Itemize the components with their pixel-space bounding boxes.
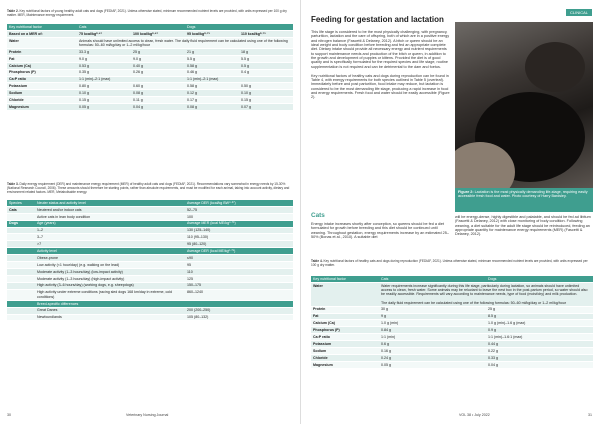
table-cell: 860–1240: [185, 289, 293, 300]
table-cell: 0.16 g: [379, 348, 486, 355]
table-cell: Animals should have unlimited access to clean, fresh water. The daily fluid requirement can be calculated using one of the following formulas: 50–60 ml/kg/day or 1–2 ml/kg/hour: [77, 37, 293, 48]
table-cell: 75 kcal/kg⁰·⁶⁷: [77, 30, 131, 37]
header-cell: Dogs: [7, 220, 35, 227]
water-row: [7, 37, 293, 48]
table-cell: 0.15 g: [239, 97, 293, 104]
header-cell: Activity level: [35, 248, 185, 255]
header-cell: Average MER (kcal ME/kg⁰·⁷⁵): [185, 220, 293, 227]
table-cell: 0.04 g: [486, 361, 593, 368]
table-cell: Potassium: [7, 83, 77, 90]
table-cell: 0.46 g: [185, 69, 239, 76]
table-cell: Newfoundlands: [35, 314, 185, 321]
table-cell: 0.58 g: [185, 83, 239, 90]
table-cell: Active cats in lean body condition: [35, 213, 185, 220]
table-cell: 0.15 g: [77, 97, 131, 104]
table-cell: 0.05 g: [379, 361, 486, 368]
table4-caption: Table 4. Key nutritional factors of healthy cats and dogs during reproduction (FEDIAF, 2021). Unless otherwise stated, minimum recommended nutrient levels are provided, with units expressed per 100 g dry matter.: [311, 259, 588, 268]
table-row: [7, 227, 293, 234]
table-cell: Cats: [7, 206, 35, 213]
table-cell: 8.5 g: [486, 313, 593, 320]
table-row: [7, 90, 293, 97]
table-cell: 0.10 g: [77, 90, 131, 97]
header-cell: Average DER (kcal/kg BW⁰·⁶⁷): [185, 200, 293, 206]
table-cell: 5.5 g: [185, 55, 239, 62]
table-row: [311, 341, 593, 348]
table-row: [7, 69, 293, 76]
table-cell: Sodium: [311, 348, 379, 355]
table-cell: Calcium (Ca): [311, 320, 379, 327]
table-cell: 95: [185, 262, 293, 269]
table-row: [7, 268, 293, 275]
table-row: [7, 255, 293, 262]
table-cell: 110 (95–130): [185, 234, 293, 241]
table-cell: [7, 213, 35, 220]
table-row: [7, 55, 293, 62]
table-cell: 52–75: [185, 206, 293, 213]
table-row: [311, 306, 593, 313]
nursing-dog-photo: [455, 22, 593, 188]
table-cell: 25 g: [131, 48, 185, 55]
table-cell: Water: [311, 282, 379, 306]
table-cell: 0.05 g: [77, 104, 131, 111]
table-cell: 0.44 g: [486, 341, 593, 348]
table-row: [311, 334, 593, 341]
table-cell: 1:1 (min)–2:1 (max): [185, 76, 293, 83]
table-cell: 30 g: [379, 306, 486, 313]
page-number-left: 30: [7, 413, 11, 417]
table-row: [7, 62, 293, 69]
figure-2-caption: Figure 2: Lactation is the most physically demanding life-stage, requiring easily accessible fresh food and water. Photo courtesy of Harry Bardsley.: [455, 188, 593, 212]
table-cell: 1:1 (min)–2:1 (max): [77, 76, 185, 83]
table-cell: 0.60 g: [131, 83, 185, 90]
table-cell: Protein: [7, 48, 77, 55]
clinical-tag: CLINICAL: [566, 9, 592, 16]
table-row: [7, 241, 293, 248]
table-cell: 3–7: [35, 234, 185, 241]
dogs-header-row: [7, 220, 293, 227]
table-cell: 0.17 g: [185, 97, 239, 104]
table-row: [7, 97, 293, 104]
page-number-right: 31: [588, 413, 592, 417]
table-cell: High activity (3–6 hours/day) (working dogs, e.g. sheepdogs): [35, 282, 185, 289]
table3-caption: Table 3. Daily energy requirement (DER) and maintenance energy requirement (MER) of healthy adult cats and dogs (FEDIAF, 2021). Recommendations vary somewhat in energy needs by 15-30% (National Research Council, 2006). These amounts should therefore be starting points, rather than absolute requirements, and must be modified for each animal, taking into account activity, dietary and environment related factors. MER, Metabolisable energy.: [7, 182, 290, 195]
table4: [311, 276, 593, 369]
table-cell: 9.0 g: [77, 55, 131, 62]
table-cell: High activity under extreme conditions (racing sled dogs 168 km/day in extreme, cold conditions): [35, 289, 185, 300]
table-cell: Ca:P ratio: [311, 334, 379, 341]
header-cell: Cats: [379, 276, 486, 282]
header-cell: Key nutritional factor: [7, 24, 77, 30]
header-cell: Key nutritional factor: [311, 276, 379, 282]
table-cell: Ca:P ratio: [7, 76, 77, 83]
table-cell: 0.11 g: [131, 97, 185, 104]
body-column-1: [311, 30, 450, 104]
table-cell: 0.35 g: [77, 69, 131, 76]
table-cell: 18 g: [239, 48, 293, 55]
water-formula: The daily fluid requirement can be calculated using one of the following formulas: 50–60 ml/kg/day or 1–2 ml/kg/hour: [381, 300, 566, 305]
table-row: [7, 213, 293, 220]
table2-caption: Table 2. Key nutritional factors of young healthy adult cats and dogs (FEDIAF, 2021). Unless otherwise stated, minimum recommended nutrient levels are provided, with units expressed per 100 g dry matter. MER, Maintenance energy requirement.: [7, 9, 287, 18]
table-cell: 100 kcal/kg⁰·⁶⁷: [131, 30, 185, 37]
table2: [7, 24, 293, 111]
table-cell: Fat: [7, 55, 77, 62]
table-cell: 150–175: [185, 282, 293, 289]
table-cell: Phosphorus (P): [311, 327, 379, 334]
table-row: [7, 76, 293, 83]
table-row: [7, 104, 293, 111]
table-cell: 1.0 g (min): [379, 320, 486, 327]
table-cell: 1–2: [35, 227, 185, 234]
table-cell: 0.26 g: [131, 69, 185, 76]
table-row: [7, 307, 293, 314]
table-cell: 110 kcal/kg⁰·⁷⁵: [239, 30, 293, 37]
table-cell: 0.80 g: [77, 83, 131, 90]
table-cell: 95 kcal/kg⁰·⁷⁵: [185, 30, 239, 37]
table-cell: 9 g: [379, 313, 486, 320]
table-cell: ≤90: [185, 255, 293, 262]
table-cell: Low activity (<1 hour/day) (e.g. walking on the lead): [35, 262, 185, 269]
table-row: [311, 313, 593, 320]
table-row: [311, 354, 593, 361]
issue-info: VOL 38 • July 2022: [459, 413, 490, 417]
table-row: [7, 262, 293, 269]
table-cell: 100: [185, 213, 293, 220]
table-cell: 0.6 g: [379, 341, 486, 348]
journal-name: Veterinary Nursing Journal: [126, 413, 169, 417]
table-row: [7, 48, 293, 55]
table-cell: 0.4 g: [239, 69, 293, 76]
table-cell: Based on a MER of:: [7, 30, 77, 37]
table-cell: 0.12 g: [185, 90, 239, 97]
table-cell: 0.08 g: [131, 90, 185, 97]
breed-header-row: [7, 300, 293, 307]
section-heading: Feeding for gestation and lactation: [311, 15, 444, 24]
table-cell: Sodium: [7, 90, 77, 97]
right-page: [300, 0, 600, 424]
table-row: [7, 282, 293, 289]
paragraph-2: Key nutritional factors of healthy cats and dogs during reproduction can be found in Table 4, with energy requirements for both species outlined in Table 5 (overleaf). Immediately before and post parturition, food intake may reduce, but lactation is considered to be the most demanding life stage, producing a rapid increase in food and energy requirements. Fresh food and water should be easily accessible (Figure 2).: [311, 73, 450, 100]
table-row: [311, 348, 593, 355]
water-text: Water requirements increase significantly during this life stage, particularly during lactation, so animals should have unlimited access to clean, fresh water. Some animals may be reluctant to leave the nest box in the post-partum period, so water should also be readily accessible. Requirements will vary according to maintenance needs, type of food (moist/dry) and milk production.: [381, 283, 588, 297]
table-cell: Calcium (Ca): [7, 62, 77, 69]
table-cell: 0.84 g: [379, 327, 486, 334]
table-row: [7, 206, 293, 213]
table-cell: Magnesium: [7, 104, 77, 111]
table-cell: Protein: [311, 306, 379, 313]
header-cell: Species: [7, 200, 35, 206]
table-row: [7, 83, 293, 90]
table3: [7, 200, 293, 321]
table-cell: 33.3 g: [77, 48, 131, 55]
header-cell: Average DER (kcal ME/kg⁰·⁷⁵): [185, 248, 293, 255]
paragraph-1: This life stage is considered to be the most physically challenging, with pregnancy, parturition, lactation and the care of offspring, both of which are in a positive energy and nitrogen balance (Fascetti & Delaney, 2012). A bitch or queen should be an ideal weight and body condition before breeding and fed an appropriate complete diet. Dietary intake should provide all necessary energy and nutrient requirements to support maintenance needs and production of the bitch or queen, in addition to the growth and development of puppies or kittens. Provided the diet is of good quality and is specifically formulated for the required species and life stage, routine supplementation is not required and can be detrimental to the dam and foetus.: [311, 30, 450, 69]
table-cell: Magnesium: [311, 361, 379, 368]
table-cell: 1:1 (min): [379, 334, 486, 341]
water-cell: [379, 282, 593, 306]
table-cell: 95 (80–120): [185, 241, 293, 248]
table-cell: 110: [185, 268, 293, 275]
table-cell: Moderate activity (1–3 hours/day) (high-impact activity): [35, 275, 185, 282]
table-row: [7, 234, 293, 241]
table-cell: 0.22 g: [486, 348, 593, 355]
table-cell: Chloride: [7, 97, 77, 104]
table-cell: Water: [7, 37, 77, 48]
table-row: [311, 327, 593, 334]
table-cell: Potassium: [311, 341, 379, 348]
table-row: [7, 289, 293, 300]
header-cell: Neuter status and activity level: [35, 200, 185, 206]
table-cell: 0.08 g: [185, 104, 239, 111]
table-cell: 0.9 g: [486, 327, 593, 334]
cats-paragraph: Energy intake increases shortly after conception, so queens should be fed a diet formulated for growth before breeding and this diet should be continued until weaning. Throughout gestation, energy requirements increase by an estimated 25–50% (Bonas et al., 2010). A suitable diet: [311, 222, 449, 240]
table-cell: 130 (125–140): [185, 227, 293, 234]
table-cell: 0.33 g: [486, 354, 593, 361]
table-cell: 9.0 g: [131, 55, 185, 62]
table-cell: 0.50 g: [239, 83, 293, 90]
table-row: [7, 314, 293, 321]
table-cell: Obese-prone: [35, 255, 185, 262]
header-cell: Age (years): [35, 220, 185, 227]
table-cell: 0.5 g: [239, 62, 293, 69]
table-row: [7, 275, 293, 282]
table-cell: 0.58 g: [185, 62, 239, 69]
table-cell: Fat: [311, 313, 379, 320]
table-cell: 5.5 g: [239, 55, 293, 62]
table-cell: Phosphorus (P): [7, 69, 77, 76]
table-cell: 105 (80–132): [185, 314, 293, 321]
table-cell: 200 (200–250): [185, 307, 293, 314]
table-cell: 1.0 g (min)–1.6 g (max): [486, 320, 593, 327]
table-cell: Moderate activity (1–3 hours/day) (low-impact activity): [35, 268, 185, 275]
based-on-row: [7, 30, 293, 37]
table-cell: 0.53 g: [77, 62, 131, 69]
table-cell: >7: [35, 241, 185, 248]
table-cell: Chloride: [311, 354, 379, 361]
table-cell: Neutered and/or indoor cats: [35, 206, 185, 213]
table-cell: 25 g: [486, 306, 593, 313]
activity-header-row: [7, 248, 293, 255]
header-cell: Dogs: [486, 276, 593, 282]
header-cell: Dogs: [185, 24, 293, 30]
table-cell: 0.24 g: [379, 354, 486, 361]
table-cell: 0.10 g: [239, 90, 293, 97]
body-column-2: will be energy-dense, highly digestible and palatable, and should be fed ad libitum (Fascetti & Delaney, 2012) with close monitoring of body condition. Following weaning, a diet suitable for the adult life stage should be reintroduced, feeding an appropriate quantity for maintenance energy requirements (MER) (Fascetti & Delaney, 2012).: [455, 215, 591, 237]
header-cell: Cats: [77, 24, 185, 30]
table-cell: 125: [185, 275, 293, 282]
table-cell: 0.07 g: [239, 104, 293, 111]
header-cell: Breed-specific differences: [35, 300, 293, 307]
water-row: [311, 282, 593, 306]
table-cell: Great Danes: [35, 307, 185, 314]
cats-heading: Cats: [311, 212, 325, 219]
table-cell: 1:1 (min)–1.6:1 (max): [486, 334, 593, 341]
table-cell: 0.40 g: [131, 62, 185, 69]
table-cell: 21 g: [185, 48, 239, 55]
table-row: [311, 320, 593, 327]
table-row: [311, 361, 593, 368]
table-cell: 0.04 g: [131, 104, 185, 111]
